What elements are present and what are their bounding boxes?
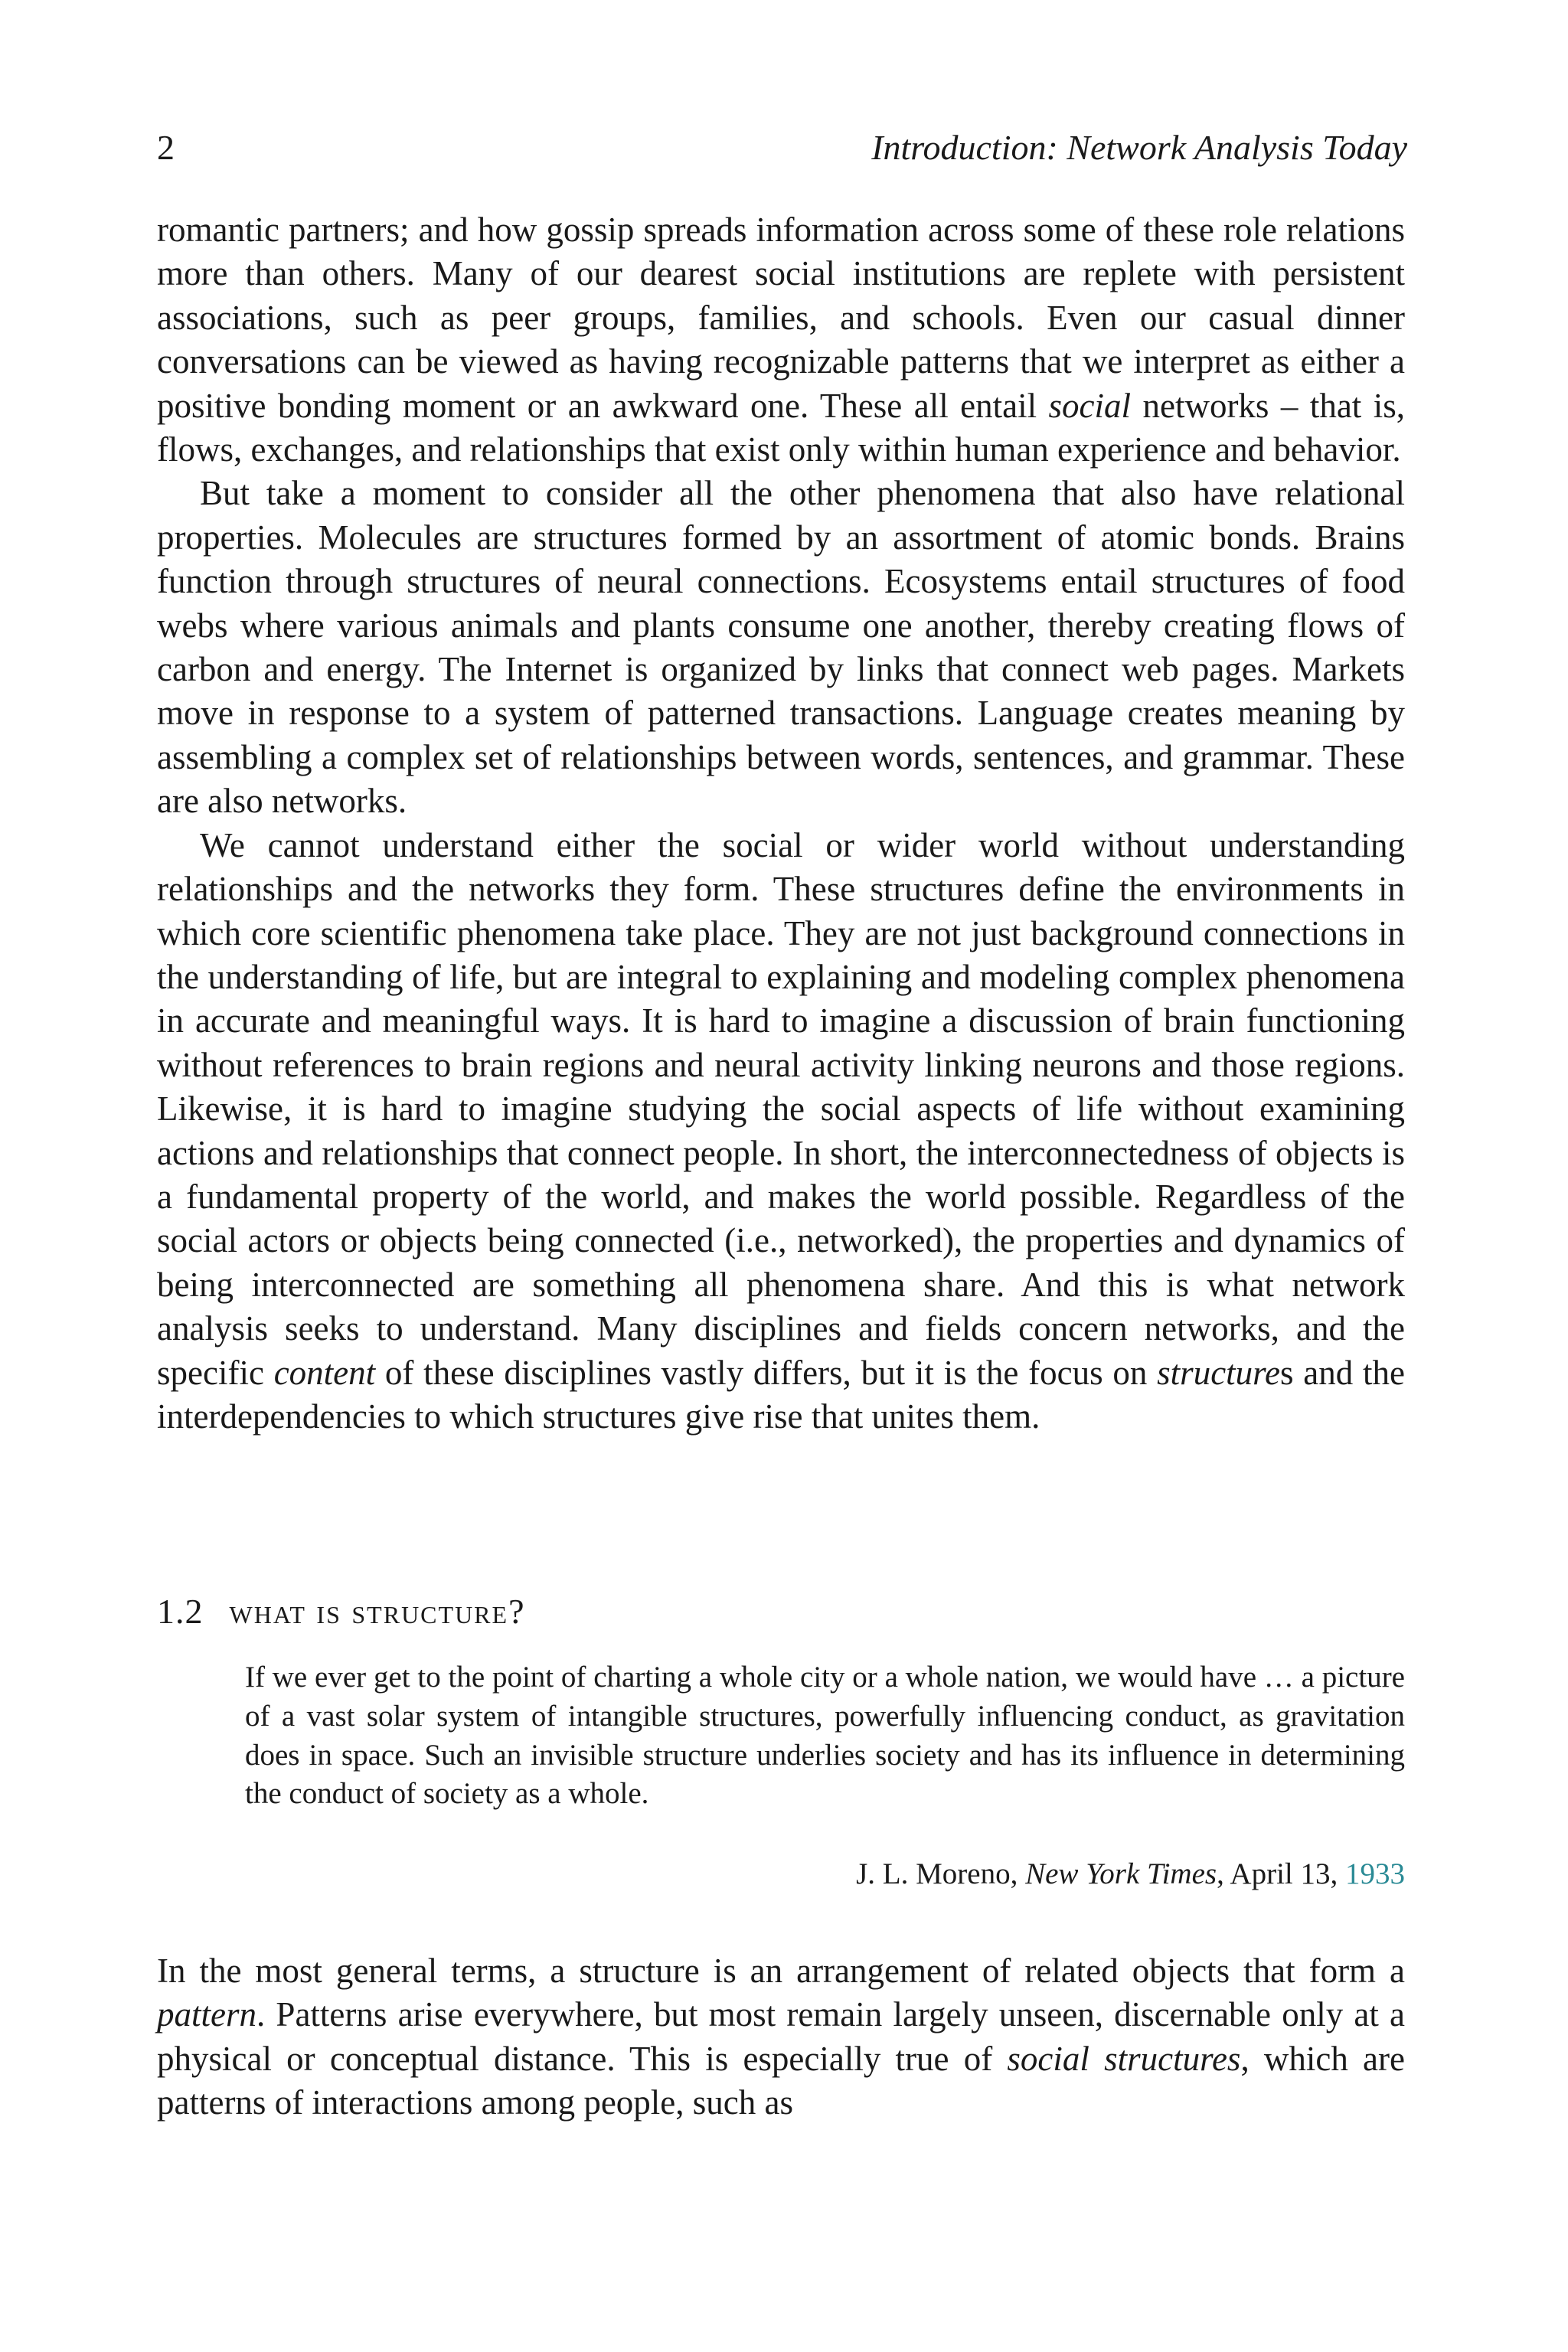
paragraph-1: romantic partners; and how gossip spreads information across some of these role relations more than others. Many of our dearest social institutions are replete with persistent associations, such as peer groups, families, and schools. Even our casual dinner conversations can be viewed as having recognizable patterns that we interpret as either a positive bonding moment or an awkward one. These all entail social networks – that is, flows, exchanges, and relationships that exist only within human experience and behavior.	[157, 211, 1405, 469]
section-number: 1.2	[157, 1592, 204, 1631]
running-head: Introduction: Network Analysis Today	[871, 128, 1407, 167]
emphasis-content: content	[273, 1353, 376, 1392]
epigraph-attribution: J. L. Moreno, New York Times, April 13, 1933	[856, 1857, 1405, 1890]
body-text-lower	[157, 1949, 1405, 2125]
emphasis-structure: structure	[1157, 1353, 1280, 1392]
emphasis-pattern: pattern	[157, 1995, 256, 2034]
section-title: what is structure?	[229, 1592, 526, 1631]
page-header	[157, 121, 1407, 175]
paragraph-4: In the most general terms, a structure is an arrangement of related objects that form a pattern. Patterns arise everywhere, but most remain largely unseen, discernable only at a physical or conceptual distance. This is especially true of social structures, which are patterns of interactions among people, such as	[157, 1952, 1405, 2122]
epigraph-source: New York Times	[1025, 1857, 1217, 1890]
emphasis-social-structures: social structures	[1007, 2039, 1241, 2078]
emphasis-social: social	[1048, 386, 1132, 425]
citation-year-link[interactable]: 1933	[1345, 1857, 1405, 1890]
page-number: 2	[157, 128, 175, 167]
section-heading	[157, 1589, 525, 1635]
body-text-upper	[157, 208, 1405, 1439]
epigraph-quote: If we ever get to the point of charting a whole city or a whole nation, we would have … a picture of a vast solar system of intangible structures, powerfully influencing conduct, as gravitation does in space. Such an invisible structure underlies society and has its influence in determining the conduct of society as a whole.	[245, 1661, 1405, 1811]
paragraph-3: We cannot understand either the social or wider world without understanding relationships and the networks they form. These structures define the environments in which core scientific phenomena take place. They are not just background connections in the understanding of life, but are integral to explaining and modeling complex phenomena in accurate and meaningful ways. It is hard to imagine a discussion of brain functioning without references to brain regions and neural activity linking neurons and those regions. Likewise, it is hard to imagine studying the social aspects of life without examining actions and relationships that connect people. In short, the interconnectedness of objects is a fundamental property of the world, and makes the world possible. Regardless of the social actors or objects being connected (i.e., networked), the properties and dynamics of being interconnected are something all phenomena share. And this is what network analysis seeks to understand. Many disciplines and fields concern networks, and the specific content of these disciplines vastly differs, but it is the focus on structures and the interdependencies to which structures give rise that unites them.	[157, 825, 1406, 1436]
paragraph-2: But take a moment to consider all the other phenomena that also have relational properties. Molecules are structures formed by an assortment of atomic bonds. Brains function through structures of neural connections. Ecosystems entail structures of food webs where various animals and plants consume one another, thereby creating flows of carbon and energy. The Internet is organized by links that connect web pages. Markets move in response to a system of patterned transactions. Language creates meaning by assembling a complex set of relationships between words, sentences, and grammar. These are also networks.	[157, 474, 1405, 821]
